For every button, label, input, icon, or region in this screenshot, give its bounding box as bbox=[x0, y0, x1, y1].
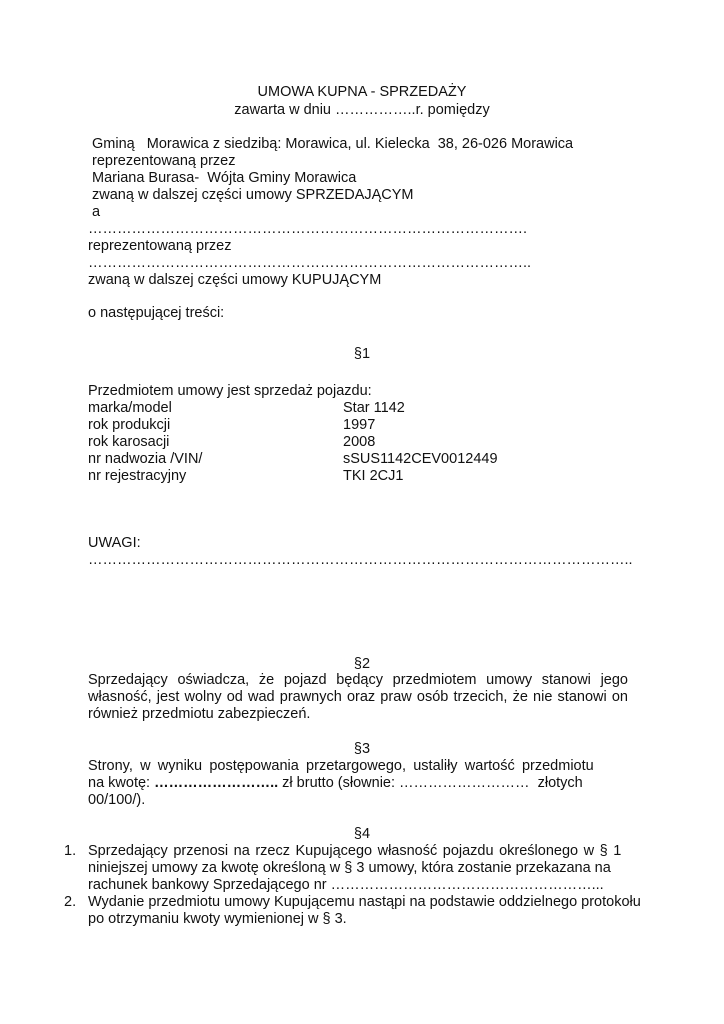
notes-label: UWAGI: bbox=[88, 535, 141, 551]
vehicle-row bbox=[88, 417, 508, 434]
price-words: zł brutto (słownie: ……………………… złotych bbox=[278, 775, 583, 791]
item-1-line-3: rachunek bankowy Sprzedającego nr ………………………………………………... bbox=[88, 877, 604, 893]
document-title: UMOWA KUPNA - SPRZEDAŻY bbox=[257, 84, 467, 100]
seller-line-2: reprezentowaną przez bbox=[92, 153, 236, 169]
vehicle-field-value: 2008 bbox=[343, 434, 376, 450]
vehicle-field-label: nr rejestracyjny bbox=[88, 468, 187, 484]
section-3-heading: §3 bbox=[353, 741, 371, 757]
item-1-line-1: Sprzedający przenosi na rzecz Kupującego własność pojazdu określonego w § 1 bbox=[88, 843, 622, 859]
section-1-heading: §1 bbox=[353, 346, 371, 362]
item-1-line-2: niniejszej umowy za kwotę określoną w § 3 umowy, która zostanie przekazana na bbox=[88, 860, 611, 876]
vehicle-row bbox=[88, 400, 508, 417]
list-number-1: 1. bbox=[64, 843, 77, 859]
vehicle-field-label: marka/model bbox=[88, 400, 172, 416]
vehicle-field-label: rok karosacji bbox=[88, 434, 170, 450]
buyer-line-4: zwaną w dalszej części umowy KUPUJĄCYM bbox=[88, 272, 382, 288]
vehicle-row bbox=[88, 468, 508, 485]
item-2-line-2: po otrzymaniu kwoty wymienionej w § 3. bbox=[88, 911, 347, 927]
vehicle-row bbox=[88, 434, 508, 451]
list-number-2: 2. bbox=[64, 894, 77, 910]
seller-line-3: Mariana Burasa- Wójta Gminy Morawica bbox=[92, 170, 357, 186]
section-3-line-2 bbox=[88, 775, 583, 792]
price-label: na kwotę: bbox=[88, 775, 155, 791]
notes-blank: ………………………………………………………………………………………………….. bbox=[88, 552, 633, 568]
vehicle-field-value: sSUS1142CEV0012449 bbox=[343, 451, 498, 467]
conjunction: a bbox=[92, 204, 101, 220]
seller-line-1: Gminą Morawica z siedzibą: Morawica, ul. Kielecka 38, 26-026 Morawica bbox=[92, 136, 574, 152]
vehicle-field-value: 1997 bbox=[343, 417, 376, 433]
document-subtitle: zawarta w dniu ……………..r. pomiędzy bbox=[234, 102, 490, 118]
item-2-line-1: Wydanie przedmiotu umowy Kupującemu nastąpi na podstawie oddzielnego protokołu bbox=[88, 894, 641, 910]
buyer-name-blank: ………………………………………………………………………………. bbox=[88, 221, 528, 237]
section-2-heading: §2 bbox=[353, 656, 371, 672]
section-3-line-1: Strony, w wyniku postępowania przetargowego, ustaliły wartość przedmiotu bbox=[88, 758, 594, 774]
section-4-heading: §4 bbox=[353, 826, 371, 842]
buyer-line-2: reprezentowaną przez bbox=[88, 238, 232, 254]
buyer-representative-blank: ……………………………………………………………………………….. bbox=[88, 255, 532, 271]
vehicle-field-value: Star 1142 bbox=[343, 400, 405, 416]
vehicle-field-label: rok produkcji bbox=[88, 417, 171, 433]
seller-line-4: zwaną w dalszej części umowy SPRZEDAJĄCYM bbox=[92, 187, 414, 203]
vehicle-row bbox=[88, 451, 508, 468]
price-amount-blank: …………………….. bbox=[154, 775, 279, 791]
section-1-lead: Przedmiotem umowy jest sprzedaż pojazdu: bbox=[88, 383, 372, 399]
intro-text: o następującej treści: bbox=[88, 305, 225, 321]
section-2-text: Sprzedający oświadcza, że pojazd będący przedmiotem umowy stanowi jego własność, jest wolny od wad prawnych oraz praw osób trzecich, że nie stanowi on również przedmiotu zabezpieczeń. bbox=[88, 672, 628, 722]
vehicle-field-value: TKI 2CJ1 bbox=[343, 468, 404, 484]
vehicle-field-label: nr nadwozia /VIN/ bbox=[88, 451, 203, 467]
section-3-line-3: 00/100/). bbox=[88, 792, 146, 808]
